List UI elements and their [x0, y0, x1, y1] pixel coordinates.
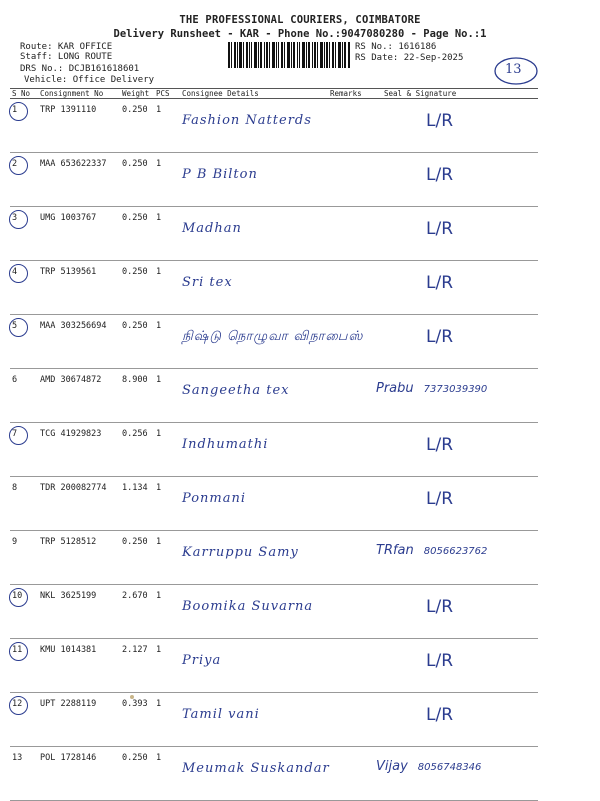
- row-remarks: [328, 531, 366, 585]
- rs-date: RS Date: 22-Sep-2025: [355, 53, 464, 63]
- page-count-value: 13: [505, 62, 522, 77]
- row-signature-text: Vijay: [376, 759, 408, 774]
- row-remarks: [328, 693, 366, 747]
- row-pcs: 1: [154, 369, 180, 423]
- row-sno: [10, 423, 38, 477]
- row-signature: [366, 261, 538, 315]
- table-row: [10, 585, 538, 639]
- row-sno: [10, 693, 38, 747]
- row-sno: [10, 477, 38, 531]
- row-signature: [366, 423, 538, 477]
- row-phone-number: 8056623762: [423, 546, 488, 557]
- row-sno-value: 7: [12, 429, 18, 439]
- row-signature: [366, 585, 538, 639]
- row-consignee-handwritten: Sri tex: [180, 261, 328, 315]
- row-consignee-handwritten: Sangeetha tex: [180, 369, 328, 423]
- table-row: [10, 153, 538, 207]
- row-sno-value: 9: [12, 537, 18, 547]
- row-signature-text: TRfan: [376, 543, 414, 558]
- row-consignment-no: POL 1728146: [38, 747, 120, 801]
- col-seal-signature: Seal & Signature: [366, 89, 538, 99]
- row-sno: [10, 369, 38, 423]
- staff-label: Staff: LONG ROUTE: [20, 52, 113, 62]
- col-pcs: PCS: [154, 89, 180, 99]
- row-signature-text: L/R: [426, 651, 454, 671]
- barcode-image: [228, 42, 350, 68]
- row-remarks: [328, 207, 366, 261]
- row-remarks: [328, 369, 366, 423]
- runsheet-table: [10, 88, 538, 801]
- row-weight: 0.250: [120, 315, 154, 369]
- row-sno: [10, 585, 38, 639]
- runsheet-title: THE PROFESSIONAL COURIERS, COIMBATORE: [179, 14, 421, 26]
- table-row: [10, 99, 538, 153]
- col-remarks: Remarks: [328, 89, 366, 99]
- table-row: [10, 747, 538, 801]
- row-pcs: 1: [154, 693, 180, 747]
- col-consignment: Consignment No: [38, 89, 120, 99]
- row-sno-value: 11: [12, 645, 23, 655]
- table-row: [10, 693, 538, 747]
- row-consignment-no: KMU 1014381: [38, 639, 120, 693]
- row-weight: 0.393: [120, 693, 154, 747]
- row-consignee-handwritten: Meumak Suskandar: [180, 747, 328, 801]
- drs-number: DRS No.: DCJB161618601: [20, 64, 140, 74]
- rs-number: RS No.: 1616186: [355, 42, 437, 52]
- row-sno: [10, 99, 38, 153]
- row-signature-text: L/R: [426, 219, 454, 239]
- row-pcs: 1: [154, 207, 180, 261]
- table-row: [10, 207, 538, 261]
- row-consignee-handwritten: Fashion Natterds: [180, 99, 328, 153]
- row-signature: [366, 477, 538, 531]
- row-weight: 0.250: [120, 99, 154, 153]
- row-consignment-no: TRP 1391110: [38, 99, 120, 153]
- row-consignment-no: UPT 2288119: [38, 693, 120, 747]
- row-sno: [10, 207, 38, 261]
- row-signature-text: L/R: [426, 435, 454, 455]
- row-weight: 0.250: [120, 153, 154, 207]
- row-weight: 0.250: [120, 531, 154, 585]
- row-weight: 1.134: [120, 477, 154, 531]
- row-consignment-no: TCG 41929823: [38, 423, 120, 477]
- row-consignee-handwritten: Tamil vani: [180, 693, 328, 747]
- row-signature: [366, 315, 538, 369]
- runsheet-subtitle: Delivery Runsheet - KAR - Phone No.:9047080280 - Page No.:1: [113, 28, 487, 40]
- row-sno: [10, 315, 38, 369]
- row-consignee-handwritten: Karruppu Samy: [180, 531, 328, 585]
- row-pcs: 1: [154, 99, 180, 153]
- row-signature-text: L/R: [426, 489, 454, 509]
- row-sno: [10, 531, 38, 585]
- table-row: [10, 639, 538, 693]
- row-sno-value: 2: [12, 159, 18, 169]
- row-signature: [366, 153, 538, 207]
- page-count-mark: [493, 56, 539, 86]
- row-pcs: 1: [154, 423, 180, 477]
- row-weight: 0.250: [120, 261, 154, 315]
- row-consignee-handwritten: Madhan: [180, 207, 328, 261]
- row-consignee-handwritten: Priya: [180, 639, 328, 693]
- row-pcs: 1: [154, 261, 180, 315]
- row-signature: [366, 207, 538, 261]
- row-weight: 2.127: [120, 639, 154, 693]
- vehicle-label: Vehicle: Office Delivery: [24, 75, 155, 85]
- row-signature: [366, 531, 538, 585]
- col-consignee: Consignee Details: [180, 89, 328, 99]
- row-consignment-no: TRP 5128512: [38, 531, 120, 585]
- row-pcs: 1: [154, 639, 180, 693]
- row-signature-text: L/R: [426, 111, 454, 131]
- row-pcs: 1: [154, 153, 180, 207]
- route-label: Route: KAR OFFICE: [20, 42, 113, 52]
- row-consignee-handwritten: P B Bilton: [180, 153, 328, 207]
- row-weight: 0.250: [120, 747, 154, 801]
- col-weight: Weight: [120, 89, 154, 99]
- row-remarks: [328, 585, 366, 639]
- row-signature-text: L/R: [426, 273, 454, 293]
- row-consignment-no: MAA 653622337: [38, 153, 120, 207]
- row-consignment-no: TRP 5139561: [38, 261, 120, 315]
- row-weight: 0.256: [120, 423, 154, 477]
- row-signature-text: L/R: [426, 165, 454, 185]
- row-sno: [10, 639, 38, 693]
- row-pcs: 1: [154, 315, 180, 369]
- row-remarks: [328, 747, 366, 801]
- row-phone-number: 8056748346: [417, 762, 482, 773]
- row-signature-text: Prabu: [376, 381, 414, 396]
- col-sno: S No: [10, 89, 38, 99]
- row-remarks: [328, 639, 366, 693]
- table-row: [10, 315, 538, 369]
- row-consignee-handwritten: Ponmani: [180, 477, 328, 531]
- row-pcs: 1: [154, 747, 180, 801]
- row-pcs: 1: [154, 477, 180, 531]
- table-header-row: [10, 89, 538, 99]
- row-consignment-no: MAA 303256694: [38, 315, 120, 369]
- row-signature: [366, 639, 538, 693]
- row-pcs: 1: [154, 585, 180, 639]
- row-signature-text: L/R: [426, 327, 454, 347]
- row-weight: 8.900: [120, 369, 154, 423]
- row-pcs: 1: [154, 531, 180, 585]
- table-row: [10, 423, 538, 477]
- row-signature: [366, 369, 538, 423]
- row-consignment-no: TDR 200082774: [38, 477, 120, 531]
- row-signature-text: L/R: [426, 705, 454, 725]
- row-consignment-no: NKL 3625199: [38, 585, 120, 639]
- row-signature-text: L/R: [426, 597, 454, 617]
- table-row: [10, 477, 538, 531]
- ink-dot-icon: [128, 693, 136, 701]
- row-sno: [10, 261, 38, 315]
- row-remarks: [328, 153, 366, 207]
- row-sno-value: 12: [12, 699, 23, 709]
- row-weight: 0.250: [120, 207, 154, 261]
- row-signature: [366, 99, 538, 153]
- row-remarks: [328, 261, 366, 315]
- row-sno-value: 10: [12, 591, 23, 601]
- row-sno-value: 1: [12, 105, 18, 115]
- table-row: [10, 531, 538, 585]
- row-sno-value: 4: [12, 267, 18, 277]
- row-consignment-no: UMG 1003767: [38, 207, 120, 261]
- row-sno-value: 13: [12, 753, 23, 763]
- row-signature: [366, 747, 538, 801]
- row-consignee-handwritten: Indhumathi: [180, 423, 328, 477]
- row-sno-value: 6: [12, 375, 18, 385]
- row-consignee-handwritten: Boomika Suvarna: [180, 585, 328, 639]
- table-row: [10, 261, 538, 315]
- row-sno-value: 3: [12, 213, 18, 223]
- row-remarks: [328, 99, 366, 153]
- row-weight: 2.670: [120, 585, 154, 639]
- row-consignment-no: AMD 30674872: [38, 369, 120, 423]
- row-sno-value: 5: [12, 321, 18, 331]
- row-phone-number: 7373039390: [423, 384, 488, 395]
- row-sno: [10, 747, 38, 801]
- row-consignee-handwritten: நிஷ்டு நொழுவா விநாபைஸ்: [180, 315, 328, 369]
- row-sno-value: 8: [12, 483, 18, 493]
- row-signature: [366, 693, 538, 747]
- row-remarks: [328, 423, 366, 477]
- table-row: [10, 369, 538, 423]
- row-remarks: [328, 477, 366, 531]
- row-sno: [10, 153, 38, 207]
